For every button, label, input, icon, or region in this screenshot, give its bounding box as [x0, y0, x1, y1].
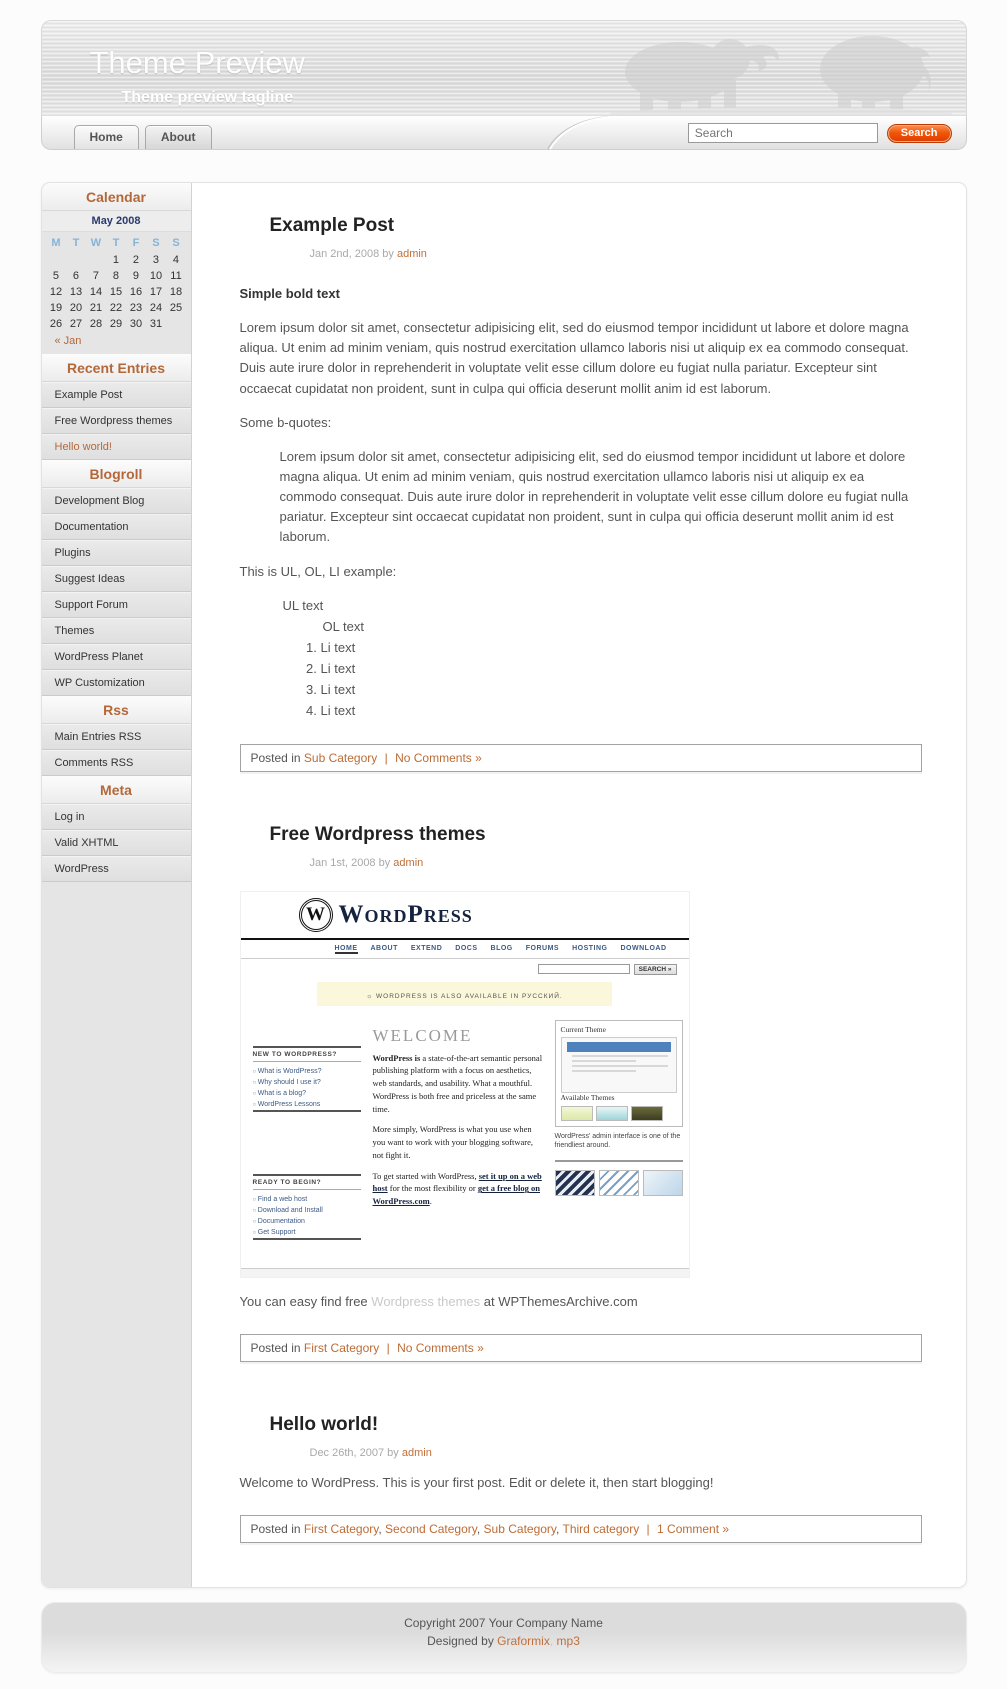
- sidebar-item-suggest-ideas[interactable]: Suggest Ideas: [42, 566, 191, 592]
- ul-item: UL text: [282, 597, 324, 613]
- wp-search-button: SEARCH »: [634, 964, 677, 975]
- calendar-day: 8: [112, 270, 120, 282]
- page-container: [41, 0, 967, 1689]
- comments-link[interactable]: No Comments »: [395, 750, 482, 765]
- copyright-text: Copyright 2007 Your Company Name: [404, 1615, 603, 1630]
- list-intro: This is UL, OL, LI example:: [239, 563, 397, 579]
- post-title[interactable]: Hello world!: [269, 1413, 379, 1435]
- post-example-post: [240, 215, 922, 772]
- post-paragraph: Welcome to WordPress. This is your first post. Edit or delete it, then start blogging!: [239, 1474, 714, 1490]
- sidebar: [42, 183, 192, 1587]
- day-header: S: [172, 237, 180, 249]
- calendar-day: 18: [169, 286, 183, 298]
- calendar-day: [46, 252, 66, 268]
- search-area: [688, 123, 952, 143]
- calendar-day: 29: [109, 318, 123, 330]
- calendar-day: 31: [149, 318, 163, 330]
- author-link[interactable]: admin: [401, 1446, 432, 1459]
- wp-link: ○ Documentation: [253, 1216, 361, 1227]
- calendar-day: 15: [109, 286, 123, 298]
- day-header: F: [132, 237, 140, 249]
- category-link[interactable]: First Category ,: [304, 1522, 385, 1536]
- sidebar-item-main-entries-rss[interactable]: Main Entries RSS: [42, 724, 191, 750]
- post-footer: [240, 1515, 922, 1543]
- sidebar-item-example-post[interactable]: Example Post: [42, 382, 191, 408]
- calendar-day: 5: [52, 270, 60, 282]
- outro-text: at WPThemesArchive.com: [483, 1293, 638, 1309]
- list-item: 3. Li text: [321, 680, 922, 700]
- wp-available-themes-label: Available Themes: [560, 1092, 615, 1102]
- post-outro: [240, 1292, 922, 1312]
- outro-text: You can easy find free: [239, 1293, 368, 1309]
- wordpress-logo-icon: W: [299, 898, 333, 932]
- wp-section-heading: READY TO BEGIN?: [253, 1174, 361, 1190]
- site-title: Theme Preview: [89, 45, 305, 80]
- wp-nav-item: FORUMS: [525, 944, 560, 952]
- wp-welcome-heading: WELCOME: [372, 1025, 473, 1045]
- recent-entries-heading: Recent Entries: [42, 354, 191, 382]
- day-header: T: [72, 237, 80, 249]
- category-links: [304, 1522, 639, 1536]
- calendar-day: 23: [129, 302, 143, 314]
- wordpress-org-screenshot-image[interactable]: [240, 891, 690, 1278]
- designed-by-label: Designed by: [427, 1633, 494, 1648]
- wp-link: ○ What is a blog?: [253, 1088, 361, 1099]
- calendar-day: 21: [89, 302, 103, 314]
- wp-left-column: [253, 1012, 361, 1250]
- site-header: [41, 20, 967, 116]
- category-links: [304, 751, 377, 765]
- calendar-day: [166, 316, 186, 332]
- calendar-day: 27: [69, 318, 83, 330]
- calendar-day: 25: [169, 302, 183, 314]
- calendar-day-header-row: [46, 234, 186, 252]
- search-button[interactable]: Search: [887, 124, 952, 143]
- calendar-day: 24: [149, 302, 163, 314]
- wp-footer-strip: [241, 1268, 689, 1277]
- category-link[interactable]: Sub Category: [303, 750, 378, 765]
- calendar-table: [46, 234, 186, 332]
- posted-in-label: Posted in: [250, 1340, 301, 1355]
- separator: |: [384, 750, 388, 765]
- calendar-week-row: [46, 316, 186, 332]
- wp-section-new: [253, 1046, 361, 1112]
- wp-promo-thumbs: [555, 1170, 683, 1196]
- wp-search-row: [241, 959, 689, 979]
- post-body: [240, 1473, 922, 1493]
- calendar-week-row: [46, 284, 186, 300]
- wp-paragraph: To get started with WordPress,: [372, 1170, 479, 1181]
- main-panel: [41, 182, 967, 1588]
- wp-nav-item: BLOG: [490, 944, 513, 952]
- calendar-week-row: [46, 268, 186, 284]
- sidebar-item-hello-world[interactable]: Hello world!: [42, 434, 191, 460]
- wp-link: ○ Why should I use it?: [253, 1077, 361, 1088]
- wp-link: get a free blog on WordPress.com: [372, 1183, 540, 1207]
- wordpress-logo-text: WordPress: [338, 900, 473, 928]
- calendar-day: 16: [129, 286, 143, 298]
- wp-notice-text: ☼ WORDPRESS IS ALSO AVAILABLE IN РУССКИЙ.: [366, 992, 563, 1000]
- post-date: Jan 1st, 2008 by: [309, 856, 391, 869]
- separator: |: [646, 1521, 650, 1536]
- wp-nav-item: ABOUT: [370, 944, 398, 952]
- day-header: W: [90, 237, 102, 249]
- category-link[interactable]: First Category: [303, 1340, 380, 1355]
- calendar-week-row: [46, 300, 186, 316]
- post-body: [240, 1292, 922, 1312]
- post-meta: [310, 248, 922, 260]
- mp3-link[interactable]: mp3: [556, 1633, 580, 1648]
- elephants-illustration: [600, 27, 960, 116]
- post-meta: [310, 1447, 922, 1459]
- day-header: S: [152, 237, 160, 249]
- wp-section-begin: [253, 1174, 361, 1240]
- wp-columns: [241, 1012, 689, 1260]
- sidebar-item-wordpress[interactable]: WordPress: [42, 856, 191, 882]
- wp-paragraph: for the most flexibility or: [387, 1183, 478, 1194]
- calendar-day: 2: [132, 254, 140, 266]
- wp-admin-caption: WordPress' admin interface is one of the friendliest around.: [554, 1132, 681, 1150]
- nav-tabs: [74, 125, 212, 149]
- post-hello-world: [240, 1414, 922, 1543]
- calendar-day: [66, 252, 86, 268]
- quote-intro: Some b-quotes:: [239, 414, 332, 430]
- blogroll-heading: Blogroll: [42, 460, 191, 488]
- sidebar-item-documentation[interactable]: Documentation: [42, 514, 191, 540]
- calendar-day: 11: [170, 270, 182, 282]
- category-links: [304, 1341, 379, 1355]
- calendar-day: 13: [69, 286, 83, 298]
- calendar-day: 3: [152, 254, 160, 266]
- wp-paragraph: .: [429, 1196, 432, 1207]
- post-footer: [240, 744, 922, 772]
- calendar-day: 26: [49, 318, 63, 330]
- sidebar-item-free-wordpress-themes[interactable]: Free Wordpress themes: [42, 408, 191, 434]
- calendar-day: 1: [112, 254, 120, 266]
- calendar-day: 19: [49, 302, 63, 314]
- post-title[interactable]: Example Post: [269, 215, 395, 236]
- wp-current-theme-box: [555, 1020, 683, 1127]
- site-footer: [41, 1602, 967, 1673]
- wp-link: ○ What is WordPress?: [253, 1066, 361, 1077]
- separator: |: [386, 1340, 390, 1355]
- designer-link[interactable]: Graformix: [497, 1633, 550, 1648]
- day-header: T: [112, 237, 120, 249]
- posted-in-label: Posted in: [250, 750, 301, 765]
- comments-link[interactable]: No Comments »: [397, 1340, 484, 1355]
- navbar-swoosh-decoration: [542, 116, 612, 150]
- list-item: 4. Li text: [321, 701, 922, 721]
- calendar-month-caption: May 2008: [42, 211, 191, 232]
- wp-link: ○ Find a web host: [253, 1194, 361, 1205]
- nav-tab-home[interactable]: Home: [74, 125, 139, 149]
- wp-section-heading: NEW TO WORDPRESS?: [253, 1046, 361, 1062]
- wp-link: ○ WordPress Lessons: [253, 1099, 361, 1110]
- category-link[interactable]: Third category: [562, 1521, 640, 1536]
- ordered-list: [240, 638, 922, 722]
- post-body: [240, 284, 922, 722]
- wp-search-input: [538, 964, 630, 974]
- sidebar-item-wp-customization[interactable]: WP Customization: [42, 670, 191, 696]
- calendar-day: 4: [172, 254, 180, 266]
- nav-tab-about[interactable]: About: [145, 125, 212, 149]
- post-date: Jan 2nd, 2008 by: [309, 248, 394, 260]
- blockquote: Lorem ipsum dolor sit amet, consectetur adipisicing elit, sed do eiusmod tempor incididunt ut labore et dolore magna aliqua. Ut enim ad minim veniam, quis nostrud exercitation ullamco laboris nisi ut aliquip ex ea commodo consequat. Duis aute irure dolor in reprehenderit in voluptate velit esse cillum dolore eu fugiat nulla pariatur. Excepteur sint occaecat cupidatat non proident, sunt in culpa qui officia deserunt mollit anim id est laborum.: [279, 448, 909, 545]
- sidebar-item-wordpress-planet[interactable]: WordPress Planet: [42, 644, 191, 670]
- wp-language-notice: [317, 982, 613, 1006]
- comments-link[interactable]: 1 Comment »: [657, 1521, 730, 1536]
- calendar-day: 30: [129, 318, 143, 330]
- author-link[interactable]: admin: [393, 856, 424, 869]
- calendar-week-row: [46, 252, 186, 268]
- post-paragraph: Lorem ipsum dolor sit amet, consectetur adipisicing elit, sed do eiusmod tempor incididunt ut labore et dolore magna aliqua. Ut enim ad minim veniam, quis nostrud exercitation ullamco laboris nisi ut aliquip ex ea commodo consequat. Duis aute irure dolor in reprehenderit in voluptate velit esse cillum dolore eu fugiat nulla pariatur. Excepteur sint occaecat cupidatat non proident, sunt in culpa qui officia deserunt mollit anim id est laborum.: [239, 320, 909, 396]
- calendar-day: 6: [72, 270, 80, 282]
- wp-nav: [241, 940, 689, 959]
- sidebar-item-plugins[interactable]: Plugins: [42, 540, 191, 566]
- wp-nav-item: DOWNLOAD: [620, 944, 667, 952]
- ol-item: OL text: [322, 618, 364, 634]
- day-header: M: [51, 237, 61, 249]
- wp-nav-item: HOSTING: [572, 944, 608, 952]
- wp-middle-column: [373, 1012, 543, 1250]
- separator: ,: [549, 1633, 554, 1648]
- author-link[interactable]: admin: [396, 248, 427, 260]
- calendar-prev-month-link[interactable]: « Jan: [54, 335, 82, 347]
- calendar-day: [86, 252, 106, 268]
- calendar-heading: Calendar: [42, 183, 191, 211]
- wp-right-column: [555, 1012, 683, 1250]
- calendar-day: 7: [92, 270, 100, 282]
- calendar-day: 20: [69, 302, 83, 314]
- meta-heading: Meta: [42, 776, 191, 804]
- list-item: 2. Li text: [321, 659, 922, 679]
- post-date: Dec 26th, 2007 by: [309, 1446, 399, 1459]
- post-title[interactable]: Free Wordpress themes: [269, 823, 486, 845]
- post-footer: [240, 1334, 922, 1362]
- rss-heading: Rss: [42, 696, 191, 724]
- wp-lead: WordPress is: [372, 1052, 421, 1063]
- calendar-day: 28: [89, 318, 103, 330]
- content-area: [192, 183, 966, 1587]
- wp-theme-thumbnail: [561, 1037, 677, 1093]
- wp-link: set it up on a web host: [372, 1170, 542, 1194]
- wordpress-themes-link[interactable]: Wordpress themes: [371, 1293, 481, 1309]
- posted-in-label: Posted in: [250, 1521, 301, 1536]
- sidebar-item-themes[interactable]: Themes: [42, 618, 191, 644]
- wp-current-theme-label: Current Theme: [560, 1024, 606, 1034]
- sidebar-item-support-forum[interactable]: Support Forum: [42, 592, 191, 618]
- calendar-day: 22: [109, 302, 123, 314]
- divider: [555, 1160, 683, 1162]
- calendar-day: 9: [132, 270, 140, 282]
- site-tagline: Theme preview tagline: [121, 89, 294, 106]
- wp-link: ○ Download and Install: [253, 1205, 361, 1216]
- calendar-day: 10: [149, 270, 163, 282]
- wp-paragraph: a state-of-the-art semantic personal publishing platform with a focus on aesthetics, web standards, and usability. What a mouthful. WordPress is both free and priceless at the same time.: [372, 1052, 543, 1114]
- wp-nav-item: EXTEND: [410, 944, 443, 952]
- calendar-day: 12: [49, 286, 63, 298]
- wordpress-logo: [299, 898, 473, 932]
- category-link[interactable]: Sub Category ,: [484, 1522, 563, 1536]
- search-input[interactable]: [688, 123, 878, 143]
- wp-link: ○ Get Support: [253, 1227, 361, 1238]
- wp-logo-area: [241, 892, 689, 938]
- main-navbar: [41, 116, 967, 150]
- sidebar-item-comments-rss[interactable]: Comments RSS: [42, 750, 191, 776]
- sidebar-item-log-in[interactable]: Log in: [42, 804, 191, 830]
- category-link[interactable]: Second Category ,: [385, 1522, 484, 1536]
- list-item: 1. Li text: [321, 638, 922, 658]
- wp-nav-item: HOME: [334, 944, 358, 952]
- post-free-wordpress-themes: [240, 824, 922, 1362]
- wp-theme-thumbs: [561, 1106, 677, 1121]
- wp-paragraph: More simply, WordPress is what you use when you want to work with your blogging software, not fight it.: [372, 1124, 534, 1160]
- post-meta: [310, 857, 922, 869]
- sidebar-item-valid-xhtml[interactable]: Valid XHTML: [42, 830, 191, 856]
- calendar-day: 14: [89, 286, 103, 298]
- calendar-day: 17: [149, 286, 163, 298]
- designed-by-line: [42, 1632, 966, 1650]
- wp-nav-item: DOCS: [455, 944, 478, 952]
- sidebar-item-development-blog[interactable]: Development Blog: [42, 488, 191, 514]
- post-subheading: Simple bold text: [239, 286, 340, 301]
